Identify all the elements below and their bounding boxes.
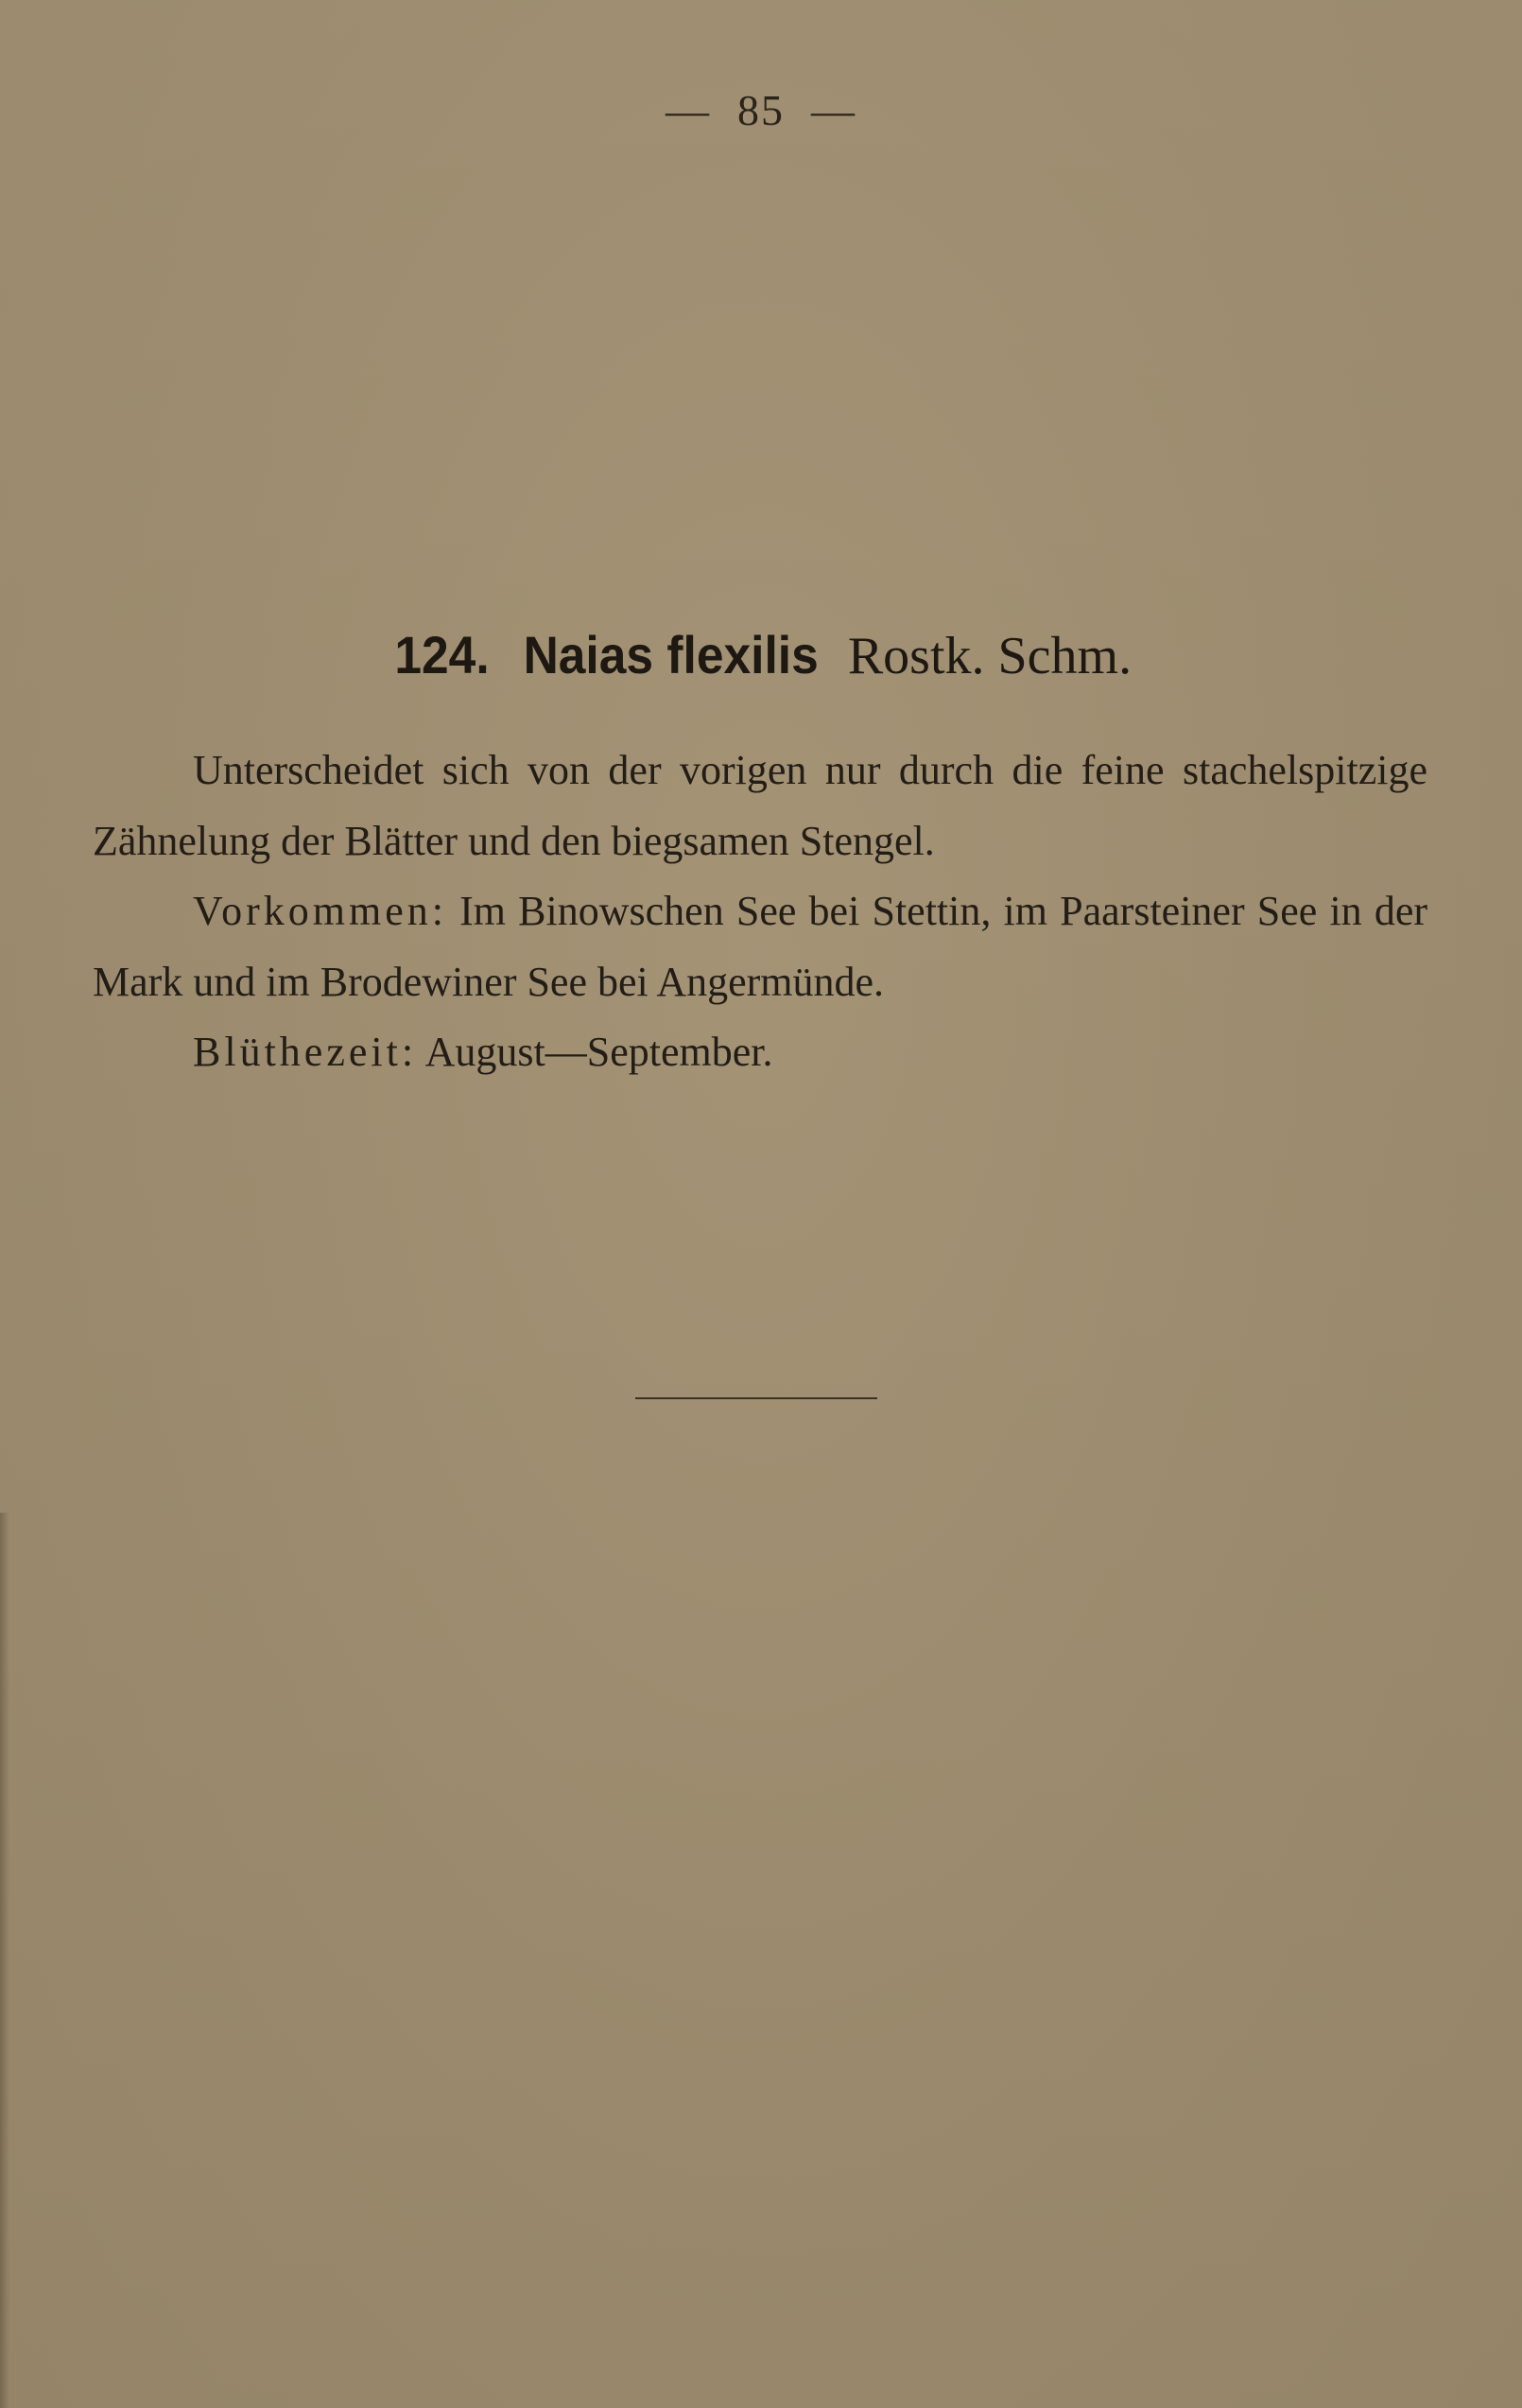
page-number: 85 xyxy=(737,86,785,134)
bloom-text: August—September. xyxy=(424,1029,773,1075)
description-text: Unterscheidet sich von der vorigen nur durch die feine stachelspitzige Zähnelung der Blätter und den biegsamen Stengel. xyxy=(93,747,1427,864)
species-name: Naias flexilis xyxy=(523,625,819,684)
entry-number: 124. xyxy=(394,625,490,684)
page-number-header xyxy=(0,85,1522,135)
description-paragraph xyxy=(93,736,1427,876)
page-edge-shadow xyxy=(0,1513,9,2408)
bloom-paragraph xyxy=(93,1017,1427,1088)
entry-body xyxy=(93,736,1427,1088)
bloom-label: Blüthezeit: xyxy=(193,1029,418,1075)
section-divider xyxy=(635,1397,877,1399)
occurrence-text: Im Binowschen See bei Stettin, im Paarsteiner See in der Mark und im Brodewiner See bei Angermünde. xyxy=(93,888,1428,1005)
species-author: Rostk. Schm. xyxy=(847,627,1133,685)
page-number-dash-right: — xyxy=(811,86,856,134)
occurrence-paragraph xyxy=(93,876,1427,1017)
entry-heading xyxy=(0,622,1522,689)
occurrence-label: Vorkommen: xyxy=(193,888,447,934)
page-number-dash-left: — xyxy=(666,86,711,134)
